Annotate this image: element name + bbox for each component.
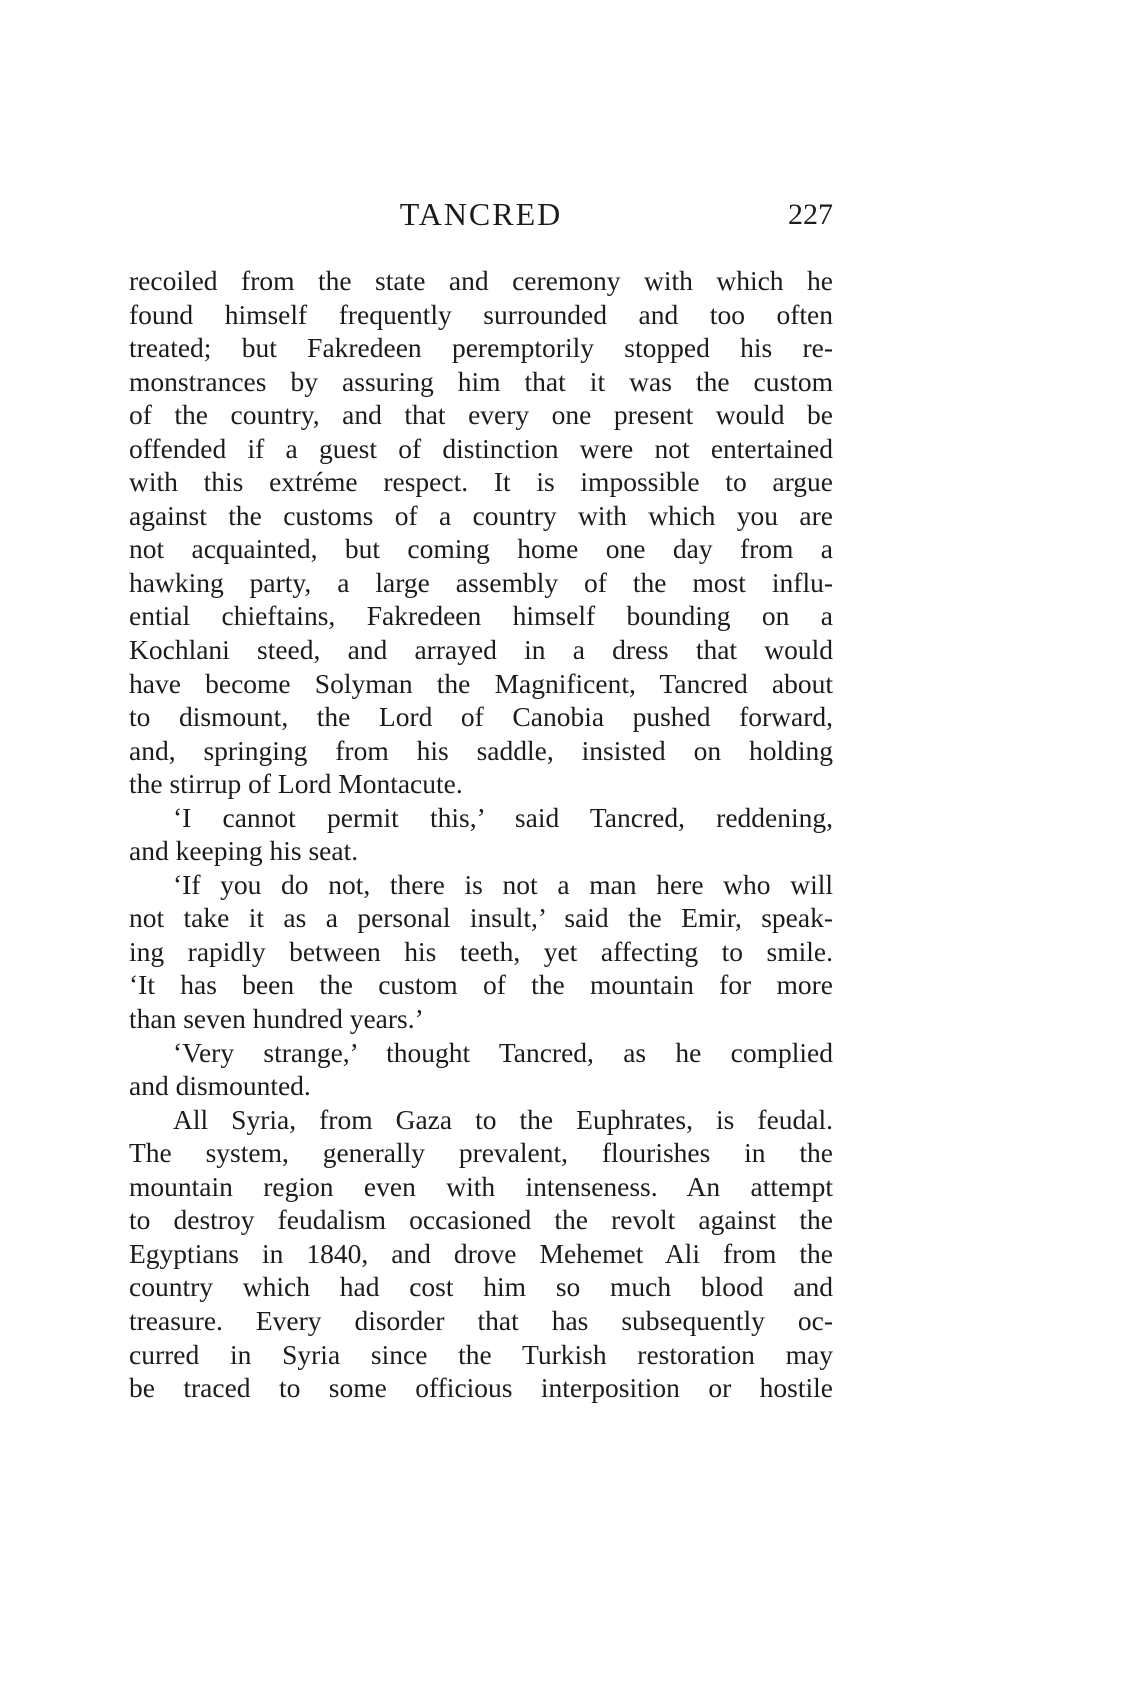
text-line: Egyptians in 1840, and drove Mehemet Ali from the: [129, 1237, 833, 1269]
text-line: found himself frequently surrounded and too often: [129, 298, 833, 330]
text-line: ‘I cannot permit this,’ said Tancred, reddening,: [173, 801, 833, 833]
page-header: [129, 196, 833, 236]
text-line: treated; but Fakredeen peremptorily stopped his re-: [129, 332, 833, 364]
text-line: be traced to some officious interposition or hostile: [129, 1372, 833, 1404]
text-line: to dismount, the Lord of Canobia pushed forward,: [129, 701, 833, 733]
text-line: ‘It has been the custom of the mountain for more: [129, 969, 833, 1001]
text-line: and, springing from his saddle, insisted on holding: [129, 734, 833, 766]
text-line: the stirrup of Lord Montacute.: [129, 768, 463, 800]
text-line: curred in Syria since the Turkish restoration may: [129, 1338, 833, 1370]
text-line: treasure. Every disorder that has subsequently oc-: [129, 1304, 833, 1336]
text-line: ential chieftains, Fakredeen himself bounding on a: [129, 600, 833, 632]
text-line: Kochlani steed, and arrayed in a dress that would: [129, 634, 833, 666]
text-line: not acquainted, but coming home one day from a: [129, 533, 833, 565]
book-page: [129, 0, 833, 1703]
text-line: hawking party, a large assembly of the most influ-: [129, 566, 833, 598]
text-line: and keeping his seat.: [129, 835, 359, 867]
text-line: mountain region even with intenseness. An attempt: [129, 1170, 833, 1202]
text-line: than seven hundred years.’: [129, 1003, 424, 1035]
text-line: of the country, and that every one present would be: [129, 399, 833, 431]
text-line: to destroy feudalism occasioned the revolt against the: [129, 1204, 833, 1236]
text-line: against the customs of a country with which you are: [129, 499, 833, 531]
text-line: recoiled from the state and ceremony with which he: [129, 265, 833, 296]
text-line: not take it as a personal insult,’ said the Emir, speak-: [129, 902, 833, 934]
text-line: The system, generally prevalent, flourishes in the: [129, 1137, 833, 1169]
page-number: 227: [788, 198, 833, 231]
text-line: and dismounted.: [129, 1070, 311, 1102]
text-line: All Syria, from Gaza to the Euphrates, is feudal.: [173, 1103, 833, 1135]
text-line: ing rapidly between his teeth, yet affecting to smile.: [129, 935, 833, 967]
text-line: monstrances by assuring him that it was the custom: [129, 365, 833, 397]
text-line: with this extréme respect. It is impossible to argue: [129, 466, 833, 498]
text-line: country which had cost him so much blood and: [129, 1271, 833, 1303]
text-line: offended if a guest of distinction were not entertained: [129, 432, 833, 464]
text-line: ‘If you do not, there is not a man here who will: [173, 868, 833, 900]
text-line: have become Solyman the Magnificent, Tancred about: [129, 667, 833, 699]
running-title: TANCRED: [399, 196, 563, 232]
body-text: [129, 264, 833, 1405]
text-line: ‘Very strange,’ thought Tancred, as he complied: [173, 1036, 833, 1068]
